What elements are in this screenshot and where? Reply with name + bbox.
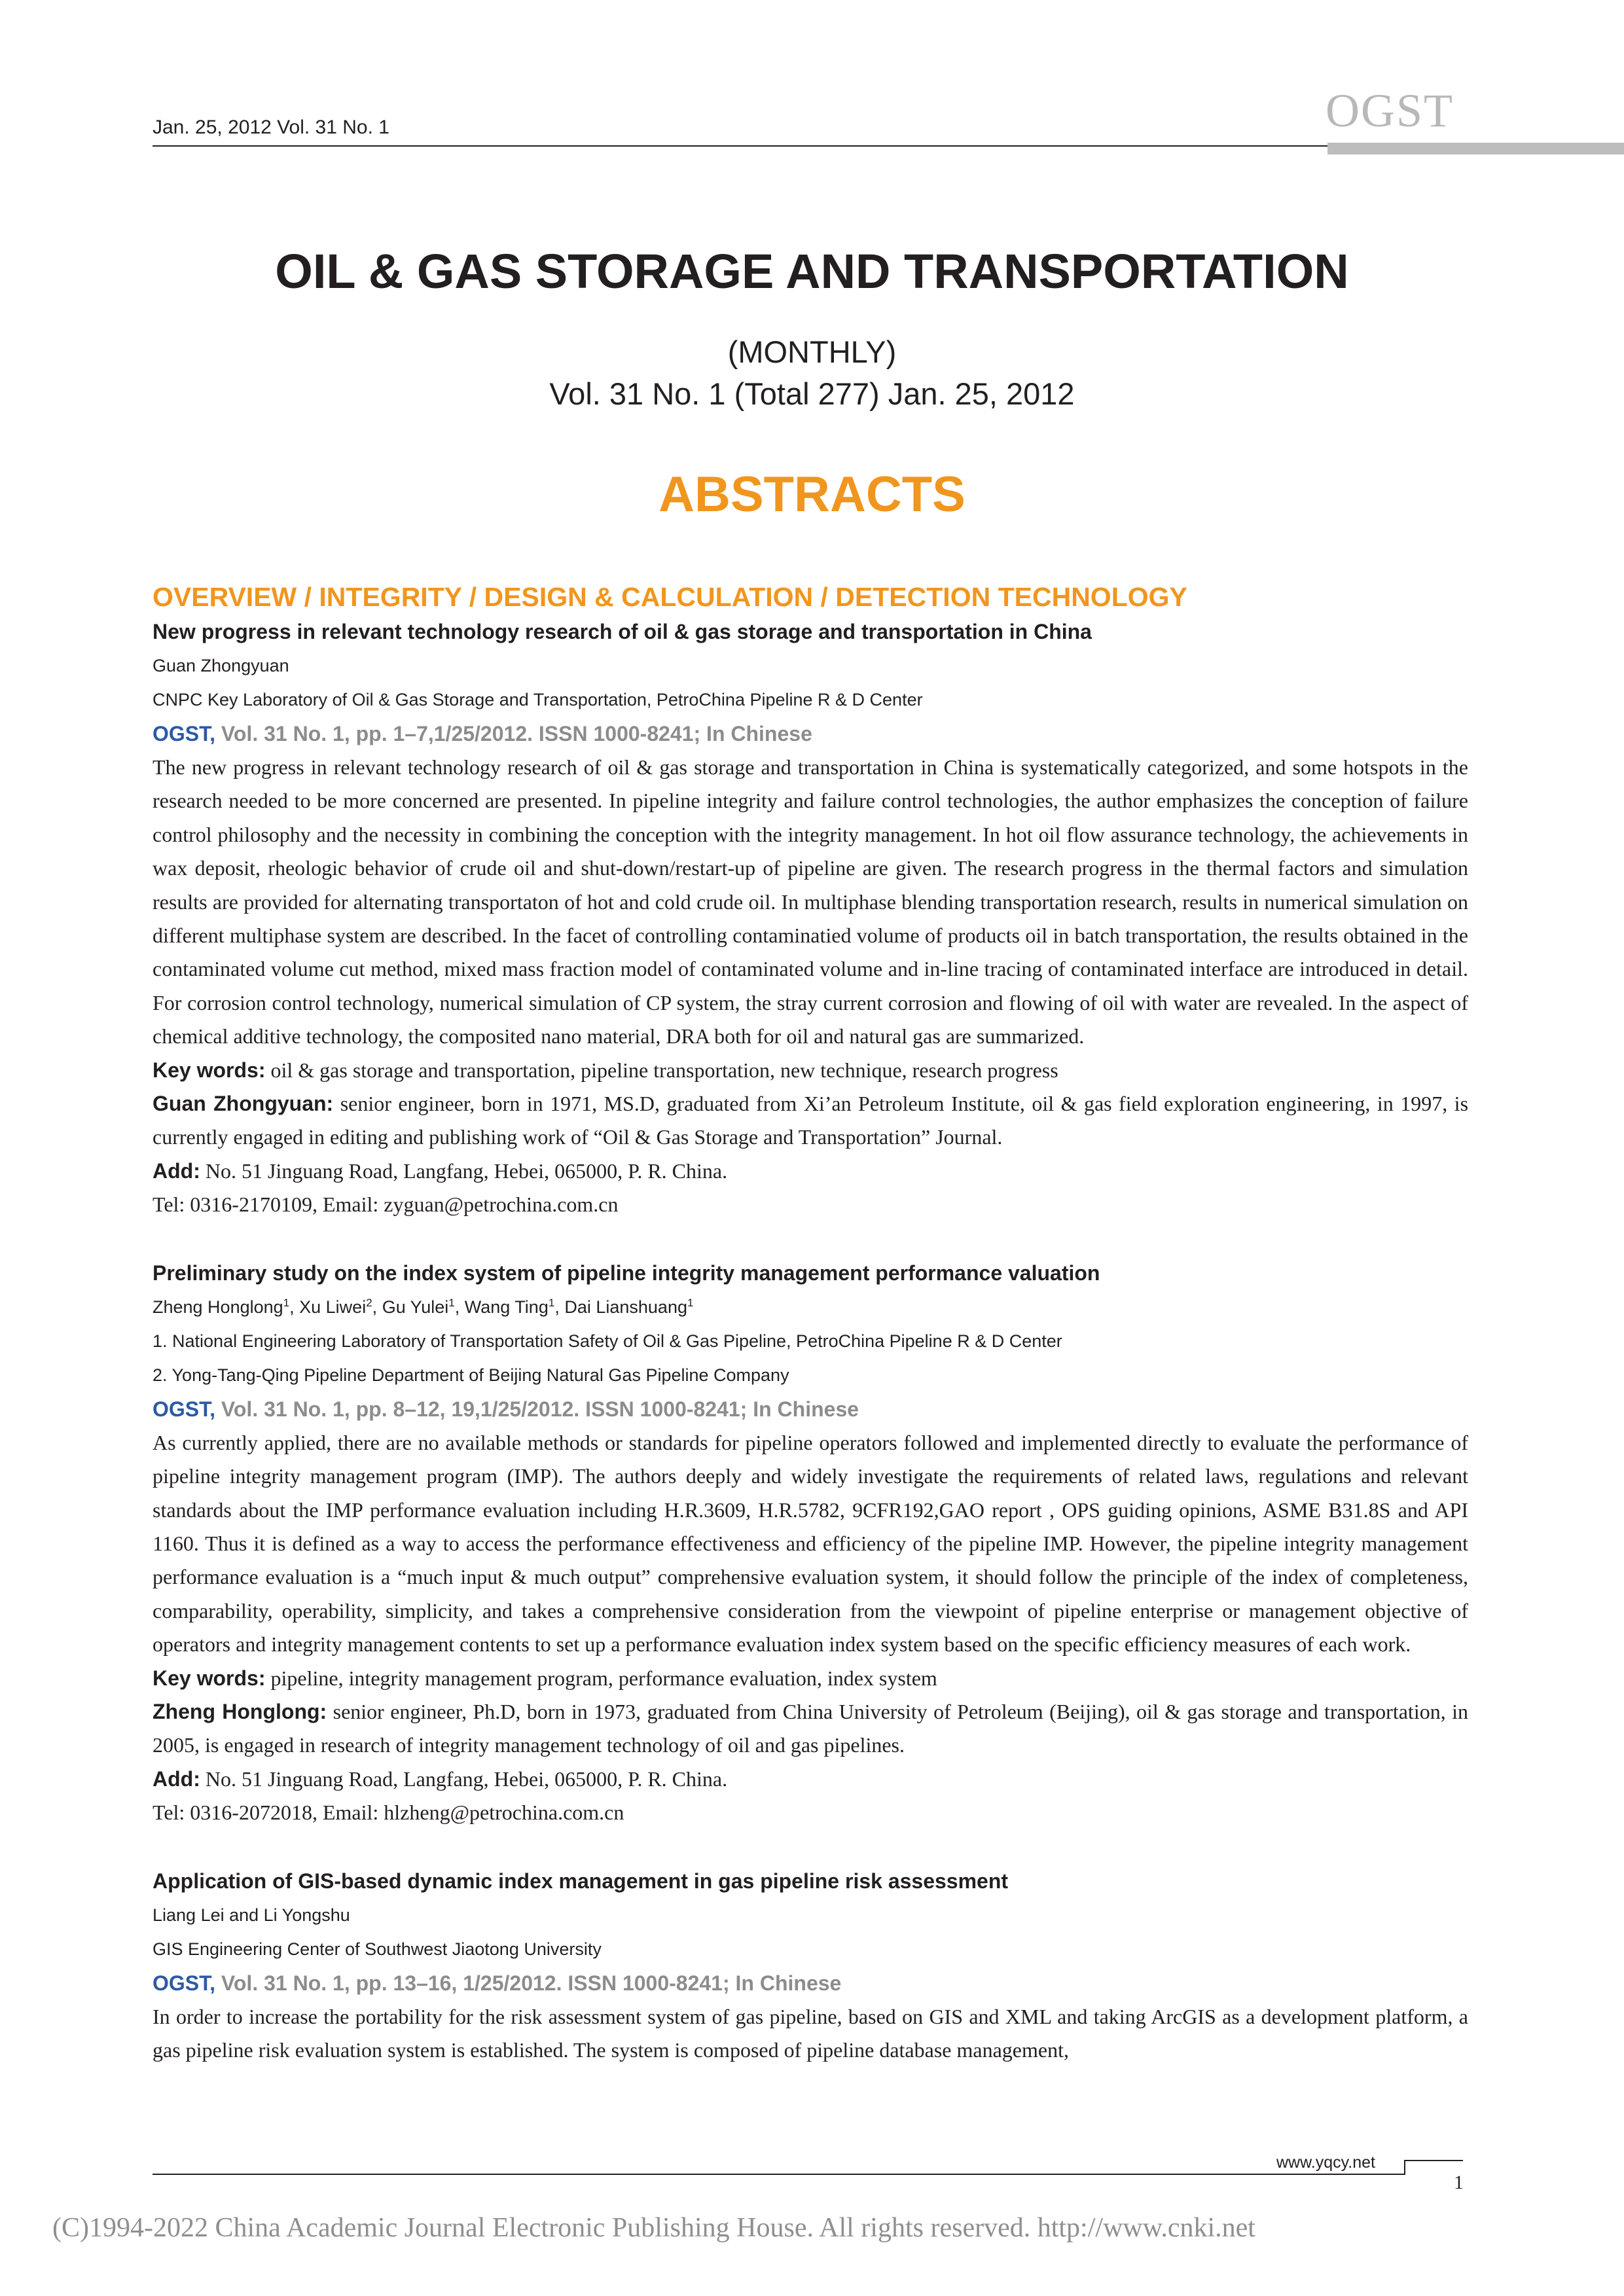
footer-website: www.yqcy.net: [1276, 2153, 1375, 2172]
author-name: Zheng Honglong: [153, 1297, 283, 1317]
article-authors: Liang Lei and Li Yongshu: [153, 1905, 350, 1925]
article-3: [153, 1864, 1468, 2068]
article-affiliation: CNPC Key Laboratory of Oil & Gas Storage and Transportation, PetroChina Pipeline R & D Center: [153, 690, 923, 709]
article-abstract: As currently applied, there are no available methods or standards for pipeline operators followed and implemented directly to evaluate the performance of pipeline integrity management program (IMP). The authors deeply and widely investigate the requirements of related laws, regulations and relevant standards about the IMP performance evaluation including H.R.3609, H.R.5782, 9CFR192,GAO report , OPS guiding opinions, ASME B31.8S and API 1160. Thus it is defined as a way to access the performance effectiveness and efficiency of the pipeline IMP. However, the pipeline integrity management performance evaluation is a “much input & much output” comprehensive evaluation system, it should follow the principle of the index of completeness, comparability, operability, simplicity, and takes a comprehensive consideration from the viewpoint of pipeline enterprise or management objective of operators and integrity management contents to set up a performance evaluation index system based on the specific efficiency measures of each work.: [153, 1430, 1468, 1657]
ogst-label: OGST,: [153, 1397, 216, 1421]
article-affiliation: 2. Yong-Tang-Qing Pipeline Department of Beijing Natural Gas Pipeline Company: [153, 1365, 789, 1385]
abstracts-content: [153, 579, 1468, 2068]
citation-text: Vol. 31 No. 1, pp. 13–16, 1/25/2012. ISSN 1000-8241; In Chinese: [221, 1971, 842, 1995]
header-rule: [153, 145, 1327, 147]
author-address: [153, 1155, 1468, 1188]
footer-rule-tick: [1404, 2160, 1405, 2175]
citation-text: Vol. 31 No. 1, pp. 1–7,1/25/2012. ISSN 1000-8241; In Chinese: [221, 722, 812, 745]
copyright-watermark: (C)1994-2022 China Academic Journal Electronic Publishing House. All rights reserved. http://www.cnki.net: [52, 2213, 1255, 2243]
keywords-text: pipeline, integrity management program, performance evaluation, index system: [270, 1666, 937, 1690]
abstracts-heading: ABSTRACTS: [659, 467, 965, 522]
article-2: [153, 1256, 1468, 1830]
ogst-label: OGST,: [153, 722, 216, 745]
author-name: Dai Lianshuang: [564, 1297, 687, 1317]
article-authors: Zheng Honglong$^1$, Xu Liwei$^2$, Gu Yulei$^1$, Wang Ting$^1$, Dai Lianshuang$^1$: [153, 1296, 694, 1317]
author-affil-ref: 1: [687, 1296, 694, 1309]
article-title: New progress in relevant technology research of oil & gas storage and transportation in China: [153, 620, 1092, 643]
author-contact: Tel: 0316-2072018, Email: hlzheng@petrochina.com.cn: [153, 1801, 624, 1825]
article-abstract: In order to increase the portability for the risk assessment system of gas pipeline, based on GIS and XML and taking ArcGIS as a development platform, a gas pipeline risk evaluation system is established. The system is composed of pipeline database management,: [153, 2004, 1468, 2062]
spacer: [153, 1830, 1468, 1864]
ogst-label: OGST,: [153, 1971, 216, 1995]
keywords-text: oil & gas storage and transportation, pipeline transportation, new technique, research progress: [270, 1058, 1058, 1082]
spacer: [153, 1222, 1468, 1256]
bio-text: senior engineer, born in 1971, MS.D, graduated from Xi’an Petroleum Institute, oil & gas field exploration engineering, in 1997, is currently engaged in editing and publishing work of “Oil & Gas Storage and Transportation” Journal.: [153, 1092, 1469, 1149]
page-number: 1: [1454, 2172, 1464, 2193]
article-abstract: The new progress in relevant technology research of oil & gas storage and transportation in China is systematically categorized, and some hotspots in the research needed to be more concerned are presented. In pipeline integrity and failure control technologies, the author emphasizes the conception of failure control philosophy and the necessity in combining the conception with the integrity management. In hot oil flow assurance technology, the achievements in wax deposit, rheologic behavior of crude oil and shut-down/restart-up of pipeline are given. The research progress in the thermal factors and simulation results are provided for alternating transportaton of hot and cold crude oil. In multiphase blending transportation research, results in numerical simulation on different multiphase system are described. In the facet of controlling contaminatied volume of products oil in batch transportation, the results obtained in the contaminated volume cut method, mixed mass fraction model of contaminated volume and in-line tracing of contaminated interface are introduced in detail. For corrosion control technology, numerical simulation of CP system, the stray current corrosion and flowing of oil with water are revealed. In the aspect of chemical additive technology, the composited nano material, DRA both for oil and natural gas are summarized.: [153, 755, 1468, 1049]
article-citation: [153, 717, 1468, 751]
article-citation: [153, 1392, 1468, 1426]
bio-name: Guan Zhongyuan:: [153, 1092, 334, 1116]
citation-text: Vol. 31 No. 1, pp. 8–12, 19,1/25/2012. ISSN 1000-8241; In Chinese: [221, 1397, 859, 1421]
address-text: No. 51 Jinguang Road, Langfang, Hebei, 065000, P. R. China.: [205, 1767, 728, 1791]
author-address: [153, 1763, 1468, 1796]
bio-text: senior engineer, Ph.D, born in 1973, graduated from China University of Petroleum (Beijing), oil & gas storage and transportation, in 2005, is engaged in research of integrity management technology of oil and gas pipelines.: [153, 1699, 1469, 1757]
journal-logo: OGST: [1326, 84, 1454, 137]
article-citation: [153, 1966, 1468, 2000]
section-heading: OVERVIEW / INTEGRITY / DESIGN & CALCULATION / DETECTION TECHNOLOGY: [153, 582, 1187, 612]
author-affil-ref: 2: [366, 1296, 372, 1309]
article-title: Application of GIS-based dynamic index management in gas pipeline risk assessment: [153, 1869, 1009, 1893]
journal-issue-line: Vol. 31 No. 1 (Total 277) Jan. 25, 2012: [549, 376, 1075, 411]
author-name: Xu Liwei: [299, 1297, 367, 1317]
article-affiliation: 1. National Engineering Laboratory of Transportation Safety of Oil & Gas Pipeline, PetroChina Pipeline R & D Center: [153, 1331, 1062, 1351]
author-name: Wang Ting: [464, 1297, 549, 1317]
author-affil-ref: 1: [548, 1296, 555, 1309]
article-affiliation: GIS Engineering Center of Southwest Jiaotong University: [153, 1939, 602, 1959]
author-bio: [153, 1695, 1468, 1763]
bio-name: Zheng Honglong:: [153, 1699, 327, 1723]
footer-rule: [153, 2174, 1404, 2175]
article-keywords: [153, 1054, 1468, 1087]
author-name: Gu Yulei: [382, 1297, 449, 1317]
article-1: [153, 615, 1468, 1222]
header-bar: [1327, 143, 1624, 154]
article-title: Preliminary study on the index system of pipeline integrity management performance valuation: [153, 1261, 1100, 1285]
address-label: Add:: [153, 1158, 200, 1183]
footer-rule-top: [1404, 2160, 1463, 2161]
keywords-label: Key words:: [153, 1666, 266, 1690]
address-label: Add:: [153, 1767, 200, 1791]
address-text: No. 51 Jinguang Road, Langfang, Hebei, 065000, P. R. China.: [205, 1158, 728, 1183]
author-affil-ref: 1: [283, 1296, 290, 1309]
journal-frequency: (MONTHLY): [727, 334, 897, 369]
issue-date: Jan. 25, 2012 Vol. 31 No. 1: [153, 117, 389, 138]
journal-title: OIL & GAS STORAGE AND TRANSPORTATION: [275, 244, 1349, 298]
author-contact: Tel: 0316-2170109, Email: zyguan@petrochina.com.cn: [153, 1193, 619, 1217]
author-affil-ref: 1: [448, 1296, 455, 1309]
keywords-label: Key words:: [153, 1058, 266, 1082]
article-authors: Guan Zhongyuan: [153, 656, 289, 675]
author-bio: [153, 1087, 1468, 1155]
article-keywords: [153, 1662, 1468, 1695]
